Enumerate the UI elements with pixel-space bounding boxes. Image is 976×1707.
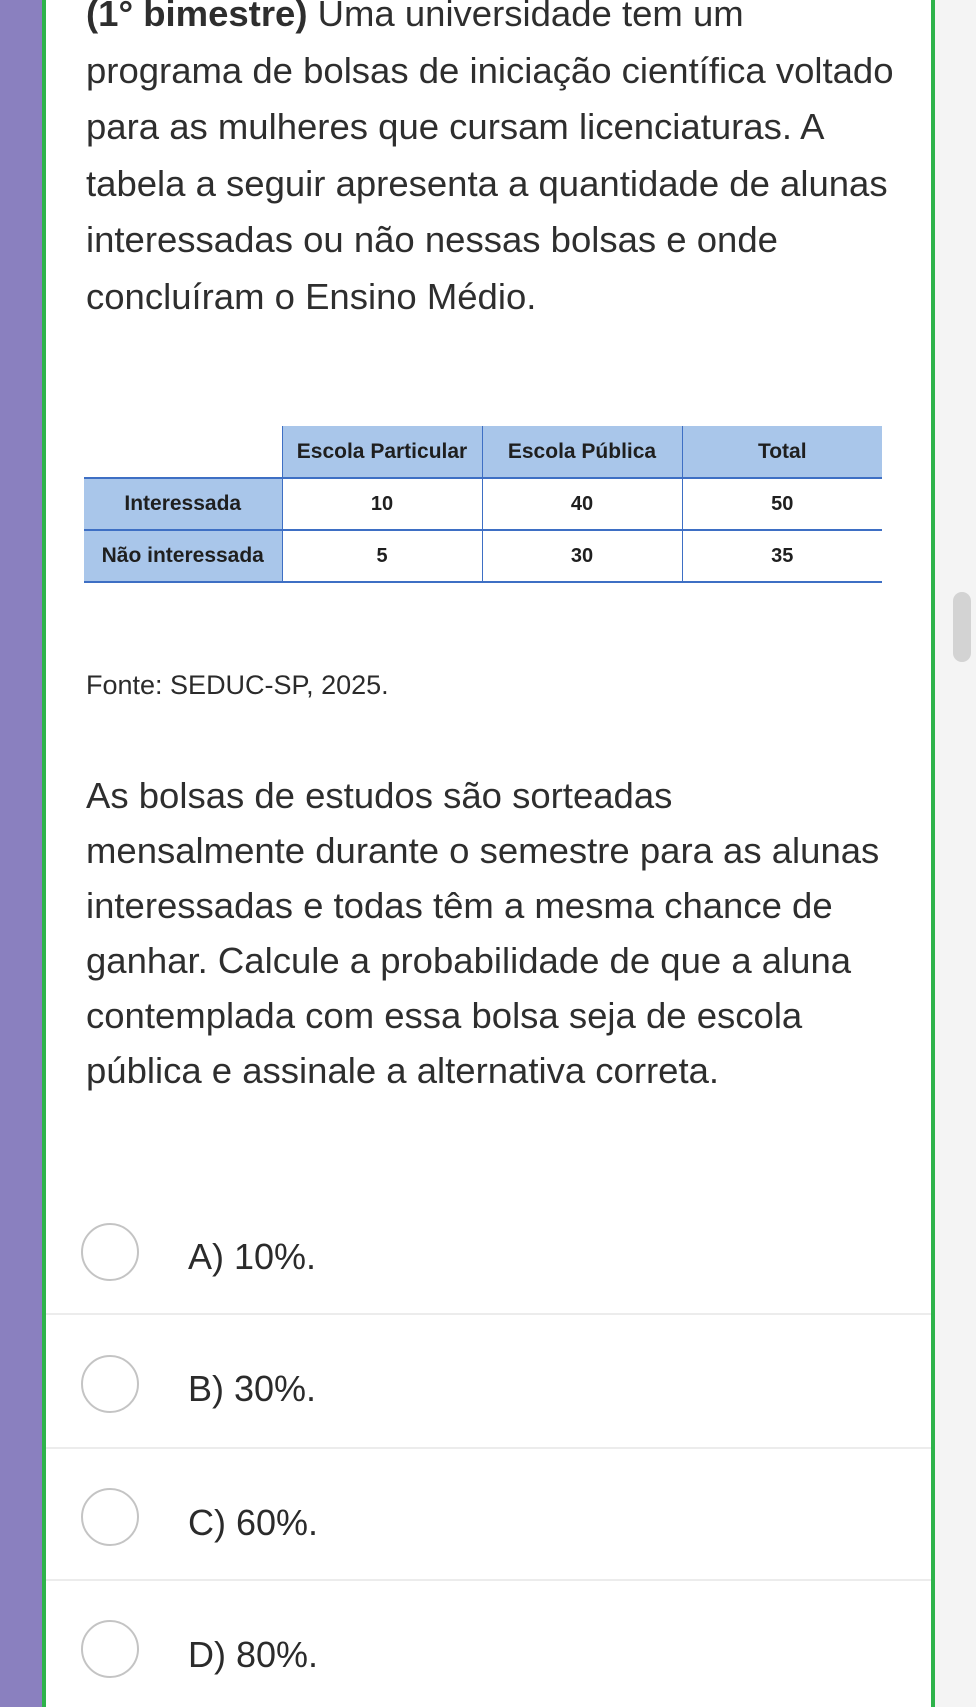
table-header-row (84, 426, 882, 478)
question-text (86, 0, 896, 325)
option-c[interactable] (46, 1460, 931, 1592)
table-cell: 30 (482, 530, 682, 582)
table-cell: 35 (682, 530, 882, 582)
table-cell: 10 (282, 478, 482, 530)
source-caption: Fonte: SEDUC-SP, 2025. (86, 670, 389, 700)
scrollbar-thumb[interactable] (953, 592, 971, 662)
table-corner-cell (84, 426, 282, 478)
scroll-track (935, 0, 976, 1707)
radio-button[interactable] (81, 1355, 139, 1413)
table-row (84, 530, 882, 582)
option-divider (46, 1447, 931, 1449)
option-b[interactable] (46, 1326, 931, 1458)
question-body: Uma universidade tem um programa de bolsas de iniciação científica voltado para as mulheres que cursam licenciaturas. A tabela a seguir apresenta a quantidade de alunas interessadas ou não nessas bolsas e onde concluíram o Ensino Médio. (86, 0, 894, 317)
table-cell: 5 (282, 530, 482, 582)
option-label: A) 10%. (188, 1236, 317, 1277)
option-label: C) 60%. (188, 1502, 319, 1543)
option-a[interactable] (46, 1196, 931, 1328)
column-header: Escola Pública (482, 426, 682, 478)
radio-button[interactable] (81, 1488, 139, 1546)
option-label: D) 80%. (188, 1634, 319, 1675)
row-header: Não interessada (84, 530, 282, 582)
question-prefix: (1° bimestre) (86, 0, 308, 34)
table-row (84, 478, 882, 530)
left-panel-strip (0, 0, 42, 1707)
radio-button[interactable] (81, 1223, 139, 1281)
option-divider (46, 1313, 931, 1315)
option-d[interactable] (46, 1592, 931, 1707)
column-header: Total (682, 426, 882, 478)
option-divider (46, 1579, 931, 1581)
column-header: Escola Particular (282, 426, 482, 478)
table-cell: 40 (482, 478, 682, 530)
data-table (84, 426, 882, 583)
row-header: Interessada (84, 478, 282, 530)
option-label: B) 30%. (188, 1368, 317, 1409)
table-cell: 50 (682, 478, 882, 530)
question-prompt: As bolsas de estudos são sorteadas mensalmente durante o semestre para as alunas interessadas e todas têm a mesma chance de ganhar. Calcule a probabilidade de que a aluna contemplada com essa bolsa seja de escola pública e assinale a alternativa correta. (86, 775, 880, 1091)
radio-button[interactable] (81, 1620, 139, 1678)
